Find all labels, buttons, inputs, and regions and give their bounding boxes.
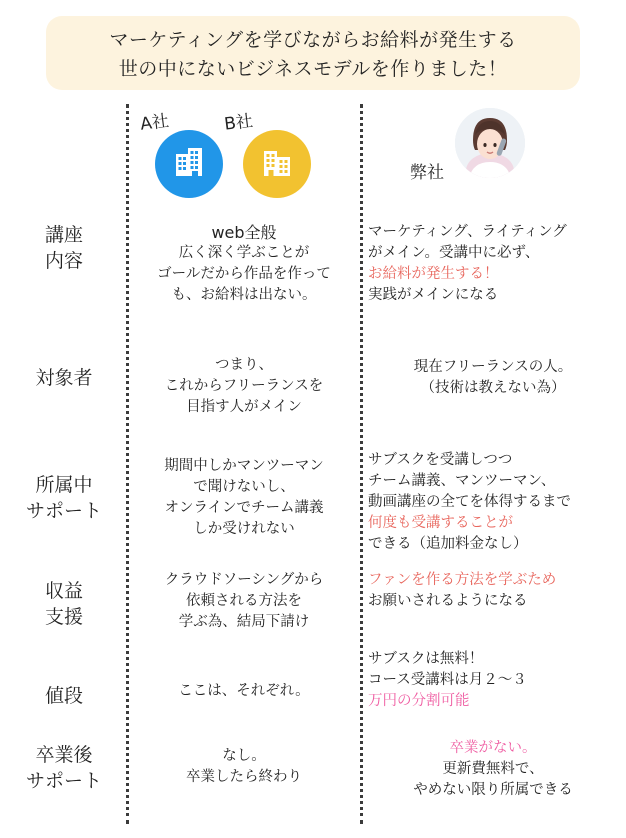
cell-title: web全般 bbox=[211, 223, 277, 242]
row-label-line-2: サポート bbox=[25, 500, 102, 522]
cell-line: 目指す人がメイン bbox=[186, 399, 302, 415]
cell-ours bbox=[368, 738, 618, 801]
divider-right bbox=[360, 104, 363, 824]
cell-competitors bbox=[132, 570, 356, 633]
cell-line: サブスクは無料！ bbox=[368, 651, 484, 667]
cell-line: コース受講料は月２〜３ bbox=[368, 672, 527, 688]
cell-line: 学ぶ為、結局下請け bbox=[178, 614, 310, 630]
cell-line-highlight: ファンを作る方法を学ぶため bbox=[368, 572, 557, 588]
cell-line: オンラインでチーム講義 bbox=[164, 500, 324, 516]
cell-line: ゴールだから作品を作って bbox=[157, 266, 331, 282]
cell-ours bbox=[368, 357, 618, 399]
row-label-line-1: 卒業後 bbox=[35, 744, 93, 766]
cell-line-highlight: 何度も受講することが bbox=[368, 515, 513, 531]
cell-line: 依頼される方法を bbox=[186, 593, 302, 609]
divider-left bbox=[126, 104, 129, 824]
row-label bbox=[6, 222, 122, 274]
cell-line: 更新費無料で、 bbox=[442, 761, 544, 777]
cell-line: 動画講座の全てを体得するまで bbox=[368, 494, 571, 510]
cell-competitors bbox=[132, 746, 356, 788]
cell-line: 卒業したら終わり bbox=[186, 769, 302, 785]
company-a-badge bbox=[155, 130, 223, 198]
cell-ours bbox=[368, 649, 618, 712]
header-text bbox=[46, 16, 580, 90]
row-label-line-1: 対象者 bbox=[35, 367, 93, 389]
cell-line: 実践がメインになる bbox=[368, 287, 499, 303]
cell-line-highlight: 万円の分割可能 bbox=[368, 693, 470, 709]
cell-line-highlight: 卒業がない。 bbox=[449, 740, 537, 756]
row-label bbox=[6, 742, 122, 794]
avatar bbox=[455, 108, 525, 178]
cell-line: つまり、 bbox=[215, 357, 273, 373]
cell-line: ここは、それぞれ。 bbox=[178, 683, 310, 699]
row-label bbox=[6, 365, 122, 391]
cell-line: しか受けれない bbox=[193, 521, 295, 537]
cell-line: 広く深く学ぶことが bbox=[178, 245, 310, 261]
header-banner bbox=[46, 16, 580, 90]
row-label-line-2: サポート bbox=[25, 770, 102, 792]
cell-line: で聞けないし、 bbox=[193, 479, 295, 495]
cell-competitors bbox=[132, 222, 356, 306]
cell-competitors bbox=[132, 456, 356, 540]
cell-line: なし。 bbox=[222, 748, 266, 764]
cell-ours bbox=[368, 222, 618, 306]
column-headers bbox=[0, 100, 626, 208]
row-label bbox=[6, 683, 122, 709]
header-line-1: マーケティングを学びながらお給料が発生する bbox=[109, 29, 517, 51]
office-building-icon bbox=[172, 145, 206, 183]
column-label-a: A社 bbox=[139, 111, 171, 135]
cell-line: マーケティング、ライティング bbox=[368, 224, 567, 240]
cell-line: お願いされるようになる bbox=[368, 593, 528, 609]
row-label bbox=[6, 472, 122, 524]
cell-competitors bbox=[132, 681, 356, 702]
header-line-2: 世の中にないビジネスモデルを作りました！ bbox=[118, 58, 508, 80]
row-label-line-1: 講座 bbox=[44, 224, 83, 246]
cell-line: クラウドソーシングから bbox=[164, 572, 324, 588]
cell-ours bbox=[368, 450, 618, 555]
cell-line: これからフリーランスを bbox=[164, 378, 324, 394]
avatar-photo bbox=[455, 108, 525, 178]
cell-line-highlight: お給料が発生する！ bbox=[368, 266, 499, 282]
cell-line: チーム講義、マンツーマン、 bbox=[368, 473, 556, 489]
column-label-ours: 弊社 bbox=[410, 163, 444, 183]
cell-line: 現在フリーランスの人。 bbox=[413, 359, 573, 375]
row-label-line-1: 収益 bbox=[44, 580, 83, 602]
row-label-line-1: 所属中 bbox=[35, 474, 93, 496]
cell-competitors bbox=[132, 355, 356, 418]
row-label-line-2: 支援 bbox=[44, 606, 83, 628]
cell-ours bbox=[368, 570, 618, 612]
cell-line: できる（追加料金なし） bbox=[368, 536, 528, 552]
cell-line: サブスクを受講しつつ bbox=[368, 452, 513, 468]
cell-line: がメイン。受講中に必ず、 bbox=[368, 245, 540, 261]
cell-line: も、お給料は出ない。 bbox=[171, 287, 317, 303]
company-b-badge bbox=[243, 130, 311, 198]
cell-line: やめない限り所属できる bbox=[413, 782, 573, 798]
row-label-line-1: 値段 bbox=[44, 685, 83, 707]
row-label-line-2: 内容 bbox=[44, 250, 83, 272]
row-label bbox=[6, 578, 122, 630]
cell-line: （技術は教えない為） bbox=[420, 380, 566, 396]
office-building-icon bbox=[260, 145, 294, 183]
cell-line: 期間中しかマンツーマン bbox=[164, 458, 324, 474]
column-label-b: B社 bbox=[223, 111, 255, 135]
